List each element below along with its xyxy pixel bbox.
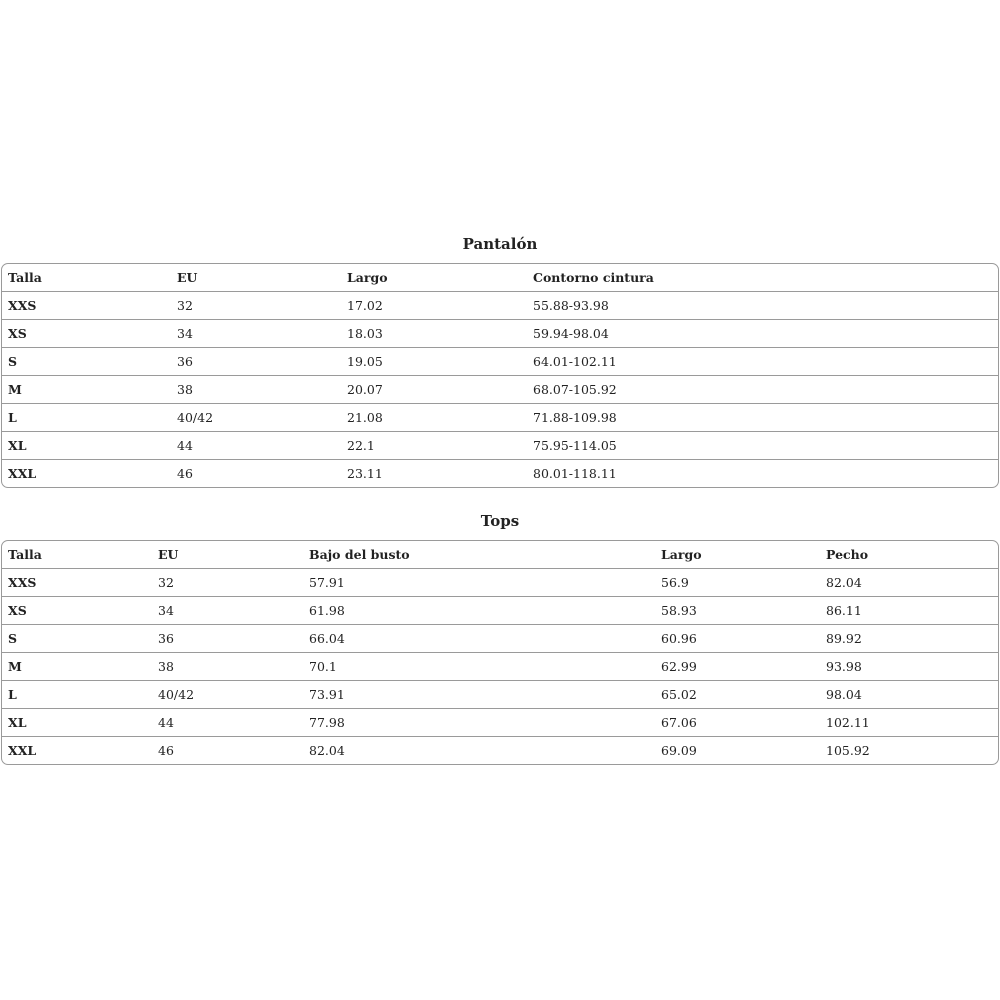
table-cell: 98.04 — [820, 681, 998, 709]
table-cell: 105.92 — [820, 737, 998, 765]
table-cell: 61.98 — [303, 597, 655, 625]
size-cell: XL — [2, 432, 171, 460]
size-cell: L — [2, 404, 171, 432]
table-cell: 55.88-93.98 — [527, 292, 998, 320]
table-cell: 75.95-114.05 — [527, 432, 998, 460]
column-header: EU — [158, 547, 179, 562]
table-cell: 22.1 — [341, 432, 527, 460]
table-cell: 69.09 — [655, 737, 820, 765]
size-cell: XXL — [2, 737, 152, 765]
table-cell: 46 — [152, 737, 303, 765]
table-row — [2, 460, 998, 488]
table-row — [2, 292, 998, 320]
table-cell: 89.92 — [820, 625, 998, 653]
table-cell: 73.91 — [303, 681, 655, 709]
table-cell: 62.99 — [655, 653, 820, 681]
table-row — [2, 653, 998, 681]
table-cell: 64.01-102.11 — [527, 348, 998, 376]
table-cell: 70.1 — [303, 653, 655, 681]
table-cell: 36 — [152, 625, 303, 653]
table-cell: 66.04 — [303, 625, 655, 653]
column-header: Talla — [8, 547, 42, 562]
table-row — [2, 376, 998, 404]
column-header: Largo — [347, 270, 388, 285]
size-cell: M — [2, 653, 152, 681]
table-row — [2, 597, 998, 625]
table-row — [2, 320, 998, 348]
table-row — [2, 681, 998, 709]
table-cell: 93.98 — [820, 653, 998, 681]
table-cell: 46 — [171, 460, 341, 488]
table-cell: 32 — [152, 569, 303, 597]
table-cell: 44 — [152, 709, 303, 737]
table-cell: 82.04 — [820, 569, 998, 597]
table-row — [2, 625, 998, 653]
size-cell: S — [2, 625, 152, 653]
table-header-row — [2, 541, 998, 569]
table-cell: 38 — [171, 376, 341, 404]
size-cell: XXS — [2, 569, 152, 597]
column-header: EU — [177, 270, 198, 285]
table-cell: 77.98 — [303, 709, 655, 737]
table-cell: 59.94-98.04 — [527, 320, 998, 348]
table-cell: 34 — [152, 597, 303, 625]
table-cell: 20.07 — [341, 376, 527, 404]
table-row — [2, 737, 998, 765]
table-cell: 68.07-105.92 — [527, 376, 998, 404]
table-cell: 67.06 — [655, 709, 820, 737]
column-header: Pecho — [826, 547, 869, 562]
table-title-tops: Tops — [480, 512, 520, 530]
table-cell: 19.05 — [341, 348, 527, 376]
table-cell: 38 — [152, 653, 303, 681]
table-header-row — [2, 264, 998, 292]
table-cell: 40/42 — [152, 681, 303, 709]
size-cell: M — [2, 376, 171, 404]
table-cell: 57.91 — [303, 569, 655, 597]
size-cell: XL — [2, 709, 152, 737]
table-cell: 40/42 — [171, 404, 341, 432]
table-cell: 23.11 — [341, 460, 527, 488]
column-header: Bajo del busto — [309, 547, 410, 562]
table-row — [2, 432, 998, 460]
table-cell: 17.02 — [341, 292, 527, 320]
table-cell: 18.03 — [341, 320, 527, 348]
column-header: Contorno cintura — [533, 270, 654, 285]
table-cell: 71.88-109.98 — [527, 404, 998, 432]
table-cell: 36 — [171, 348, 341, 376]
size-table-pantalon — [1, 263, 999, 488]
table-row — [2, 569, 998, 597]
table-cell: 34 — [171, 320, 341, 348]
size-cell: XXS — [2, 292, 171, 320]
table-title-pantalon: Pantalón — [462, 235, 538, 253]
table-cell: 60.96 — [655, 625, 820, 653]
size-cell: XXL — [2, 460, 171, 488]
size-cell: XS — [2, 320, 171, 348]
table-cell: 65.02 — [655, 681, 820, 709]
size-cell: L — [2, 681, 152, 709]
size-cell: XS — [2, 597, 152, 625]
table-cell: 32 — [171, 292, 341, 320]
table-row — [2, 348, 998, 376]
table-cell: 86.11 — [820, 597, 998, 625]
table-row — [2, 404, 998, 432]
size-cell: S — [2, 348, 171, 376]
table-cell: 44 — [171, 432, 341, 460]
table-cell: 56.9 — [655, 569, 820, 597]
table-cell: 102.11 — [820, 709, 998, 737]
table-cell: 21.08 — [341, 404, 527, 432]
column-header: Largo — [661, 547, 702, 562]
table-cell: 58.93 — [655, 597, 820, 625]
table-row — [2, 709, 998, 737]
column-header: Talla — [8, 270, 42, 285]
table-cell: 80.01-118.11 — [527, 460, 998, 488]
table-cell: 82.04 — [303, 737, 655, 765]
size-table-tops — [1, 540, 999, 765]
